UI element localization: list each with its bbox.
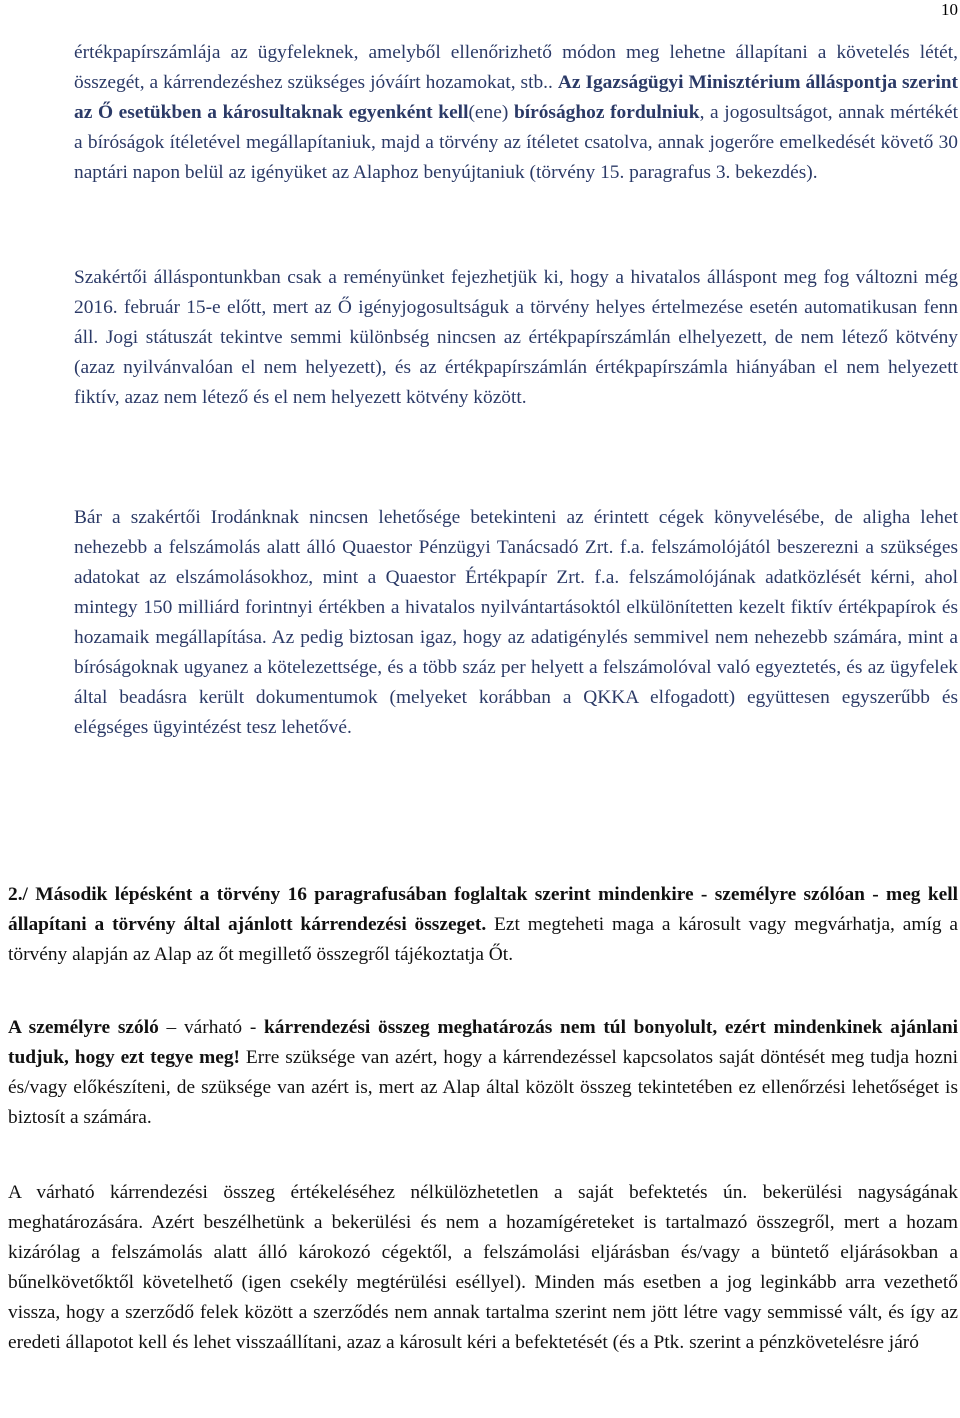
p3-text: Bár a szakértői Irodánknak nincsen lehetősége betekinteni az érintett cégek könyvelésébe, de aligha lehet nehezebb a felszámolás alatt álló Quaestor Pénzügyi Tanácsadó Zrt. f.a. felszámolójától beszerezni a szükséges adatokat az elszámolásokhoz, mint a Quaestor Értékpapír Zrt. f.a. felszámolójának adatközlését kérni, ahol mintegy 150 milliárd forintnyi értékben a hivatalos nyilvántartásoktól elkülönítetten kezelt fiktív értékpapírok és hozamaik megállapítása. Az pedig biztosan igaz, hogy az adatigénylés semmivel nem nehezebb számára, mint a bíróságoknak ugyanez a kötelezettsége, és a több száz per helyett a felszámolóval való egyeztetés, és az ügyfelek által beadásra került dokumentumok (melyeket korábban a QKKA elfogadott) együttesen egyszerűbb és elégséges ügyintézést tesz lehetővé. [74,507,958,738]
paragraph-3 [74,503,958,743]
paragraph-6 [8,1178,958,1358]
paragraph-1 [74,38,958,188]
p5-bold-b: kárrendezési összeg meghatározás nem túl bonyolult, ezért mindenkinek ajánlani tudjuk, hogy ezt tegye meg! [8,1017,959,1068]
p5-text-b: Erre szüksége van azért, hogy a kárrendezéssel kapcsolatos saját döntését meg tudja hozni és/vagy előkészíteni, de szüksége van azért is, mert az Alap által közölt összeg tekintetében ez ellenőrzési lehetőséget is biztosít a számára. [8,1047,958,1128]
p4-text: Ezt megteheti maga a károsult vagy megvárhatja, amíg a törvény alapján az Alap az őt megillető összegről tájékoztatja Őt. [8,914,958,965]
paragraph-4 [8,880,958,970]
p2-text: Szakértői álláspontunkban csak a reményünket fejezhetjük ki, hogy a hivatalos álláspont meg fog változni még 2016. február 15-e előtt, mert az Ő igényjogosultságuk a törvény helyes értelmezése esetén automatikusan fenn áll. Jogi státuszát tekintve semmi különbség nincsen az értékpapírszámlán elhelyezett, de nem létező kötvény (azaz nyilvánvalóan el nem helyezett), és az értékpapírszámlán értékpapírszámla hiányában el nem helyezett fiktív, azaz nem létező és el nem helyezett kötvény között. [74,267,958,408]
p1-bold-a: Az Igazságügyi Minisztérium álláspontja szerint az Ő esetükben a károsultaknak egyenként kell [74,72,958,123]
p1-bold-b: bírósághoz fordulniuk [513,102,700,123]
p5-bold-a: A személyre szóló [8,1017,159,1038]
p4-heading: 2./ Második lépésként a törvény 16 paragrafusában foglaltak szerint mindenkire - személyre szólóan - meg kell állapítani a törvény által ajánlott kárrendezési összeget. [8,884,958,935]
p1-text-a: értékpapírszámlája az ügyfeleknek, amelyből ellenőrizhető módon meg lehetne állapítani a követelés létét, összegét, a kárrendezéshez szükséges jóváírt hozamokat, stb.. [74,42,958,93]
page-number: 10 [941,0,958,19]
paragraph-2 [74,263,958,413]
p6-text: A várható kárrendezési összeg értékeléséhez nélkülözhetetlen a saját befektetés ún. bekerülési nagyságának meghatározására. Azért beszélhetünk a bekerülési és nem a hozamígéreteket is tartalmazó összegről, mert a hozam kizárólag a felszámolás alatt álló károkozó cégektől, a felszámolási eljárásban és/vagy a büntető eljárásokban a bűnelkövetőktől követelhető (igen csekély megtérülési eséllyel). Minden más esetben a jog leginkább arra vezethető vissza, hogy a szerződő felek között a szerződés nem annak tartalma szerint nem jött létre vagy semmissé vált, és így az eredeti állapotot kell és lehet visszaállítani, azaz a károsult kéri a befektetését (és a Ptk. szerint a pénzkövetelésre járó [8,1182,958,1353]
paragraph-5 [8,1013,958,1133]
p1-text-b: (ene) [468,102,514,123]
p5-text-a: – várható - [158,1017,265,1038]
p1-text-c: , a jogosultságot, annak mértékét a bíróságok ítéletével megállapítaniuk, majd a törvény az ítéletet csatolva, annak jogerőre emelkedését követő 30 naptári napon belül az igényüket az Alaphoz benyújtaniuk (törvény 15. paragrafus 3. bekezdés). [74,102,959,183]
